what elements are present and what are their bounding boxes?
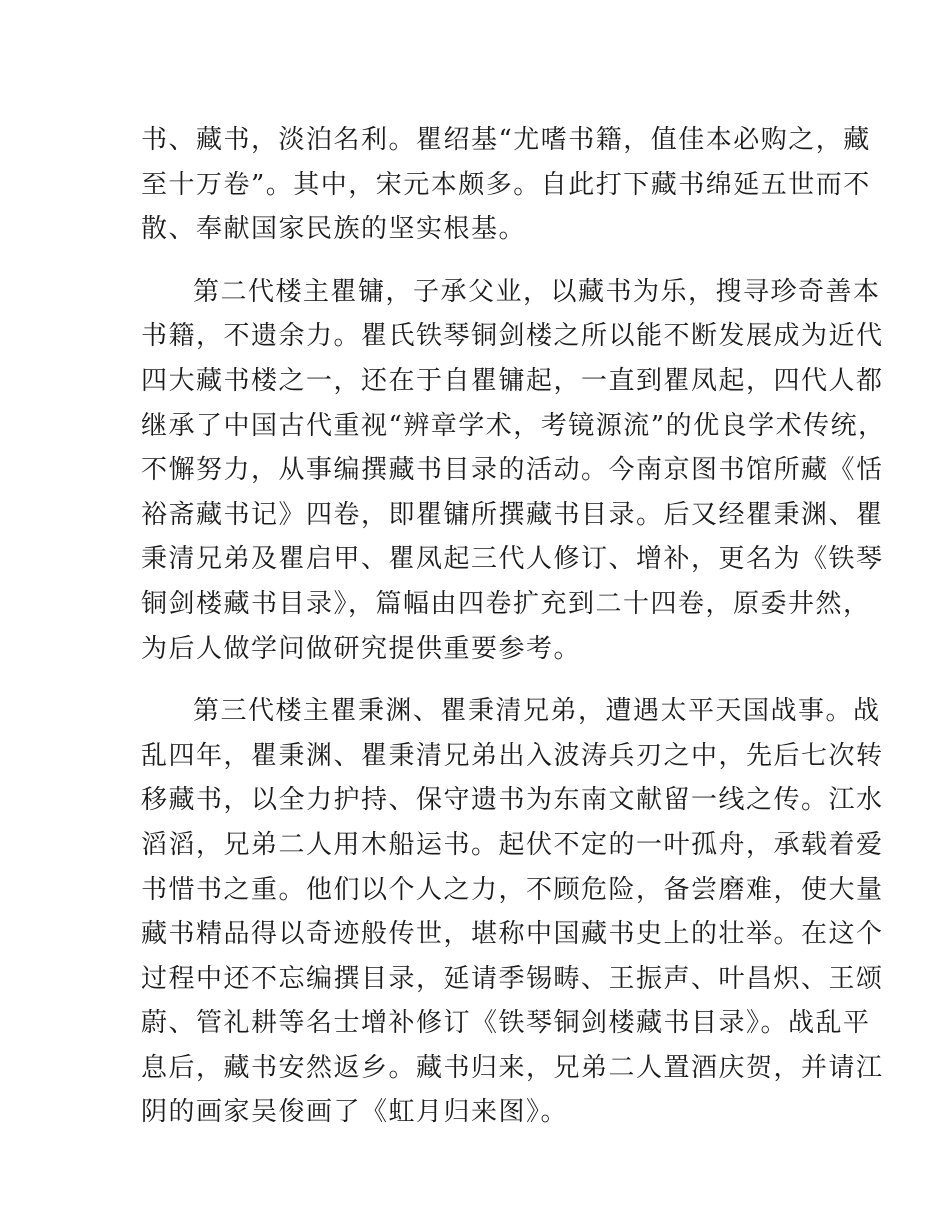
paragraph-2 <box>141 270 886 671</box>
paragraph-spacer <box>141 252 831 270</box>
document-body <box>141 118 886 1135</box>
text-line: 为后人做学问做研究提供重要参考。 <box>141 633 582 664</box>
paragraph-1 <box>141 118 871 252</box>
text-line: 书惜书之重。他们以个人之力，不顾危险，备尝磨难，使大量 <box>141 874 884 905</box>
text-line: 移藏书，以全力护持、保守遗书为东南文献留一线之传。江水 <box>141 785 884 816</box>
paragraph-spacer <box>141 671 831 689</box>
text-line: 第二代楼主瞿镛，子承父业，以藏书为乐，搜寻珍奇善本 <box>193 276 881 307</box>
text-line: 书、藏书，淡泊名利。瞿绍基“尤嗜书籍，值佳本必购之，藏 <box>141 125 871 155</box>
text-line: 四大藏书楼之一，还在于自瞿镛起，一直到瞿凤起，四代人都 <box>141 365 884 396</box>
paragraph-3 <box>141 689 884 1135</box>
text-line: 蔚、管礼耕等名士增补修订《铁琴铜剑楼藏书目录》。战乱平 <box>141 1008 871 1039</box>
text-line: 至十万卷”。其中，宋元本颇多。自此打下藏书绵延五世而不 <box>141 169 871 200</box>
text-line: 散、奉献国家民族的坚实根基。 <box>141 214 527 245</box>
text-line: 过程中还不忘编撰目录，延请季锡畴、王振声、叶昌炽、王颂 <box>141 963 884 994</box>
text-line: 藏书精品得以奇迹般传世，堪称中国藏书史上的壮举。在这个 <box>141 919 884 950</box>
text-line: 继承了中国古代重视“辨章学术，考镜源流”的优良学术传统， <box>141 410 886 441</box>
text-line: 不懈努力，从事编撰藏书目录的活动。今南京图书馆所藏《恬 <box>141 455 884 486</box>
text-line: 秉清兄弟及瞿启甲、瞿凤起三代人修订、增补，更名为《铁琴 <box>141 544 884 575</box>
text-line: 息后，藏书安然返乡。藏书归来，兄弟二人置酒庆贺，并请江 <box>141 1052 884 1083</box>
text-line: 裕斋藏书记》四卷，即瞿镛所撰藏书目录。后又经瞿秉渊、瞿 <box>141 499 884 530</box>
text-line: 书籍，不遗余力。瞿氏铁琴铜剑楼之所以能不断发展成为近代 <box>141 321 884 352</box>
text-line: 乱四年，瞿秉渊、瞿秉清兄弟出入波涛兵刃之中，先后七次转 <box>141 740 884 771</box>
text-line: 滔滔，兄弟二人用木船运书。起伏不定的一叶孤舟，承载着爱 <box>141 829 884 860</box>
text-line: 阴的画家吴俊画了《虹月归来图》。 <box>141 1097 569 1128</box>
text-line: 铜剑楼藏书目录》，篇幅由四卷扩充到二十四卷，原委井然， <box>141 588 871 619</box>
text-line: 第三代楼主瞿秉渊、瞿秉清兄弟，遭遇太平天国战事。战 <box>193 696 881 727</box>
